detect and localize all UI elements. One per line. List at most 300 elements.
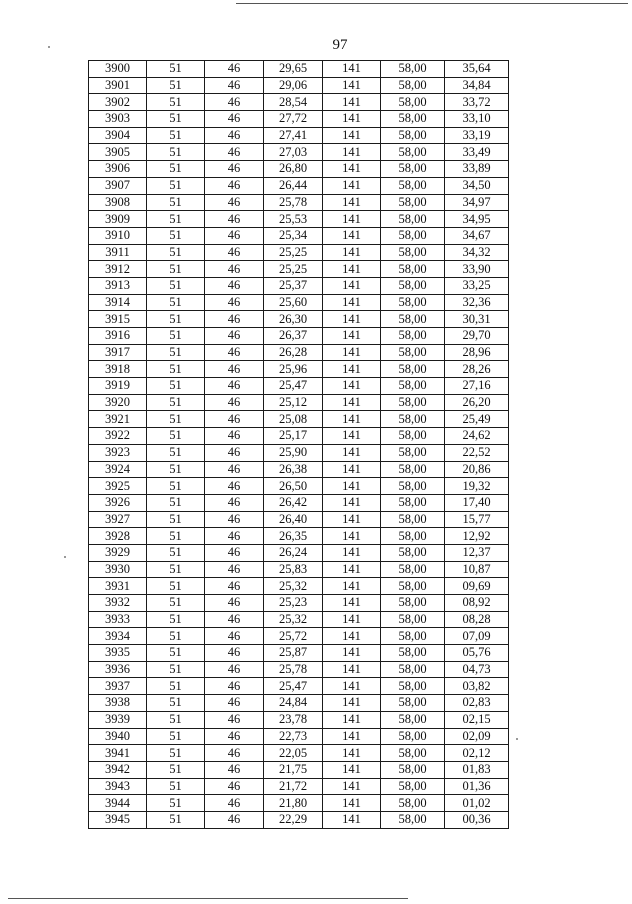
table-cell: 46 (205, 745, 264, 762)
table-cell: 46 (205, 344, 264, 361)
table-cell: 46 (205, 361, 264, 378)
table-cell: 58,00 (381, 294, 445, 311)
table-cell: 26,30 (264, 311, 323, 328)
table-cell: 21,75 (264, 761, 323, 778)
table-cell: 25,32 (264, 578, 323, 595)
table-row (89, 328, 509, 345)
table-cell: 3943 (89, 778, 147, 795)
table-cell: 58,00 (381, 94, 445, 111)
table-row (89, 411, 509, 428)
table-cell: 51 (147, 528, 205, 545)
table-cell: 26,38 (264, 461, 323, 478)
page-number: 97 (332, 37, 348, 53)
table-cell: 22,29 (264, 811, 323, 828)
table-cell: 3909 (89, 211, 147, 228)
table-cell: 46 (205, 628, 264, 645)
table-cell: 58,00 (381, 144, 445, 161)
table-cell: 51 (147, 194, 205, 211)
table-cell: 46 (205, 494, 264, 511)
table-cell: 3927 (89, 511, 147, 528)
table-cell: 58,00 (381, 161, 445, 178)
table-cell: 10,87 (445, 561, 509, 578)
table-cell: 58,00 (381, 745, 445, 762)
table-cell: 27,16 (445, 378, 509, 395)
table-cell: 58,00 (381, 194, 445, 211)
table-cell: 24,84 (264, 695, 323, 712)
table-cell: 25,32 (264, 611, 323, 628)
table-cell: 33,72 (445, 94, 509, 111)
table-cell: 08,92 (445, 595, 509, 612)
table-cell: 3940 (89, 728, 147, 745)
table-cell: 46 (205, 795, 264, 812)
table-cell: 51 (147, 428, 205, 445)
table-cell: 3925 (89, 478, 147, 495)
table-row (89, 528, 509, 545)
table-cell: 141 (323, 511, 381, 528)
table-cell: 51 (147, 578, 205, 595)
table-cell: 51 (147, 61, 205, 78)
table-cell: 51 (147, 478, 205, 495)
table-cell: 141 (323, 578, 381, 595)
table-cell: 25,37 (264, 277, 323, 294)
table-cell: 33,25 (445, 277, 509, 294)
table-row (89, 361, 509, 378)
table-cell: 141 (323, 344, 381, 361)
table-cell: 141 (323, 194, 381, 211)
table-row (89, 761, 509, 778)
table-cell: 04,73 (445, 661, 509, 678)
table-row (89, 211, 509, 228)
table-cell: 26,35 (264, 528, 323, 545)
table-cell: 46 (205, 77, 264, 94)
table-cell: 22,05 (264, 745, 323, 762)
data-table (88, 60, 509, 829)
table-cell: 3911 (89, 244, 147, 261)
table-cell: 58,00 (381, 661, 445, 678)
table-cell: 46 (205, 695, 264, 712)
table-cell: 58,00 (381, 444, 445, 461)
table-row (89, 645, 509, 662)
table-cell: 17,40 (445, 494, 509, 511)
table-cell: 3912 (89, 261, 147, 278)
table-cell: 12,92 (445, 528, 509, 545)
table-cell: 3944 (89, 795, 147, 812)
table-cell: 58,00 (381, 811, 445, 828)
table-row (89, 311, 509, 328)
table-cell: 141 (323, 394, 381, 411)
table-cell: 58,00 (381, 695, 445, 712)
table-cell: 51 (147, 211, 205, 228)
table-cell: 29,65 (264, 61, 323, 78)
table-cell: 25,12 (264, 394, 323, 411)
table-cell: 25,47 (264, 678, 323, 695)
table-cell: 141 (323, 795, 381, 812)
table-cell: 58,00 (381, 428, 445, 445)
table-cell: 33,19 (445, 127, 509, 144)
table-cell: 58,00 (381, 544, 445, 561)
table-row (89, 778, 509, 795)
table-cell: 141 (323, 461, 381, 478)
table-cell: 26,40 (264, 511, 323, 528)
table-cell: 28,26 (445, 361, 509, 378)
table-cell: 141 (323, 211, 381, 228)
table-cell: 58,00 (381, 227, 445, 244)
table-cell: 51 (147, 711, 205, 728)
table-cell: 141 (323, 411, 381, 428)
table-cell: 58,00 (381, 795, 445, 812)
table-cell: 3923 (89, 444, 147, 461)
table-cell: 46 (205, 227, 264, 244)
table-cell: 51 (147, 811, 205, 828)
table-cell: 22,52 (445, 444, 509, 461)
table-cell: 141 (323, 728, 381, 745)
table-cell: 51 (147, 127, 205, 144)
table-cell: 32,36 (445, 294, 509, 311)
table-cell: 58,00 (381, 411, 445, 428)
table-cell: 22,73 (264, 728, 323, 745)
table-cell: 46 (205, 661, 264, 678)
table-row (89, 678, 509, 695)
table-cell: 46 (205, 511, 264, 528)
table-cell: 58,00 (381, 628, 445, 645)
table-cell: 141 (323, 811, 381, 828)
table-cell: 3928 (89, 528, 147, 545)
table-cell: 34,95 (445, 211, 509, 228)
table-cell: 141 (323, 444, 381, 461)
table-cell: 51 (147, 444, 205, 461)
table-cell: 26,28 (264, 344, 323, 361)
table-row (89, 695, 509, 712)
table-cell: 141 (323, 661, 381, 678)
table-cell: 3933 (89, 611, 147, 628)
table-cell: 3930 (89, 561, 147, 578)
table-cell: 3931 (89, 578, 147, 595)
table-cell: 25,83 (264, 561, 323, 578)
table-cell: 46 (205, 678, 264, 695)
table-cell: 58,00 (381, 211, 445, 228)
table-cell: 25,96 (264, 361, 323, 378)
table-cell: 3902 (89, 94, 147, 111)
table-cell: 3938 (89, 695, 147, 712)
table-cell: 141 (323, 595, 381, 612)
table-cell: 58,00 (381, 61, 445, 78)
scan-speck (516, 738, 518, 740)
table-row (89, 578, 509, 595)
table-cell: 46 (205, 294, 264, 311)
table-cell: 09,69 (445, 578, 509, 595)
table-cell: 3942 (89, 761, 147, 778)
table-cell: 25,60 (264, 294, 323, 311)
table-cell: 46 (205, 778, 264, 795)
top-scan-rule (236, 3, 628, 4)
table-cell: 58,00 (381, 394, 445, 411)
table-cell: 58,00 (381, 177, 445, 194)
table-row (89, 77, 509, 94)
table-cell: 51 (147, 745, 205, 762)
table-cell: 46 (205, 645, 264, 662)
table-cell: 02,12 (445, 745, 509, 762)
table-cell: 46 (205, 595, 264, 612)
table-cell: 46 (205, 411, 264, 428)
table-row (89, 277, 509, 294)
table-cell: 29,06 (264, 77, 323, 94)
table-cell: 46 (205, 277, 264, 294)
table-cell: 51 (147, 261, 205, 278)
table-cell: 58,00 (381, 511, 445, 528)
table-cell: 30,31 (445, 311, 509, 328)
table-cell: 34,50 (445, 177, 509, 194)
table-cell: 51 (147, 328, 205, 345)
table-cell: 58,00 (381, 595, 445, 612)
table-cell: 58,00 (381, 77, 445, 94)
table-cell: 46 (205, 428, 264, 445)
table-cell: 58,00 (381, 311, 445, 328)
table-cell: 141 (323, 645, 381, 662)
table-cell: 46 (205, 328, 264, 345)
table-cell: 46 (205, 394, 264, 411)
table-cell: 25,25 (264, 244, 323, 261)
table-cell: 141 (323, 227, 381, 244)
table-cell: 26,44 (264, 177, 323, 194)
table-row (89, 661, 509, 678)
table-cell: 3905 (89, 144, 147, 161)
table-cell: 00,36 (445, 811, 509, 828)
table-cell: 141 (323, 628, 381, 645)
table-cell: 26,80 (264, 161, 323, 178)
table-row (89, 294, 509, 311)
table-cell: 3939 (89, 711, 147, 728)
table-cell: 51 (147, 544, 205, 561)
table-row (89, 611, 509, 628)
table-row (89, 261, 509, 278)
table-cell: 51 (147, 378, 205, 395)
table-cell: 46 (205, 194, 264, 211)
table-cell: 27,72 (264, 111, 323, 128)
table-cell: 46 (205, 311, 264, 328)
table-cell: 58,00 (381, 528, 445, 545)
table-cell: 25,90 (264, 444, 323, 461)
table-cell: 141 (323, 144, 381, 161)
table-cell: 46 (205, 244, 264, 261)
table-cell: 46 (205, 811, 264, 828)
table-cell: 51 (147, 628, 205, 645)
table-row (89, 177, 509, 194)
table-cell: 58,00 (381, 261, 445, 278)
table-row (89, 344, 509, 361)
table-cell: 3917 (89, 344, 147, 361)
table-cell: 21,72 (264, 778, 323, 795)
table-cell: 3904 (89, 127, 147, 144)
scan-speck (64, 556, 66, 558)
table-cell: 141 (323, 294, 381, 311)
table-cell: 3920 (89, 394, 147, 411)
table-cell: 51 (147, 244, 205, 261)
table-cell: 51 (147, 611, 205, 628)
table-cell: 25,78 (264, 661, 323, 678)
table-cell: 58,00 (381, 127, 445, 144)
table-cell: 3924 (89, 461, 147, 478)
table-cell: 25,78 (264, 194, 323, 211)
table-cell: 51 (147, 661, 205, 678)
table-cell: 25,23 (264, 595, 323, 612)
table-cell: 51 (147, 94, 205, 111)
table-cell: 58,00 (381, 244, 445, 261)
table-cell: 3903 (89, 111, 147, 128)
table-row (89, 111, 509, 128)
table-cell: 51 (147, 227, 205, 244)
table-cell: 46 (205, 127, 264, 144)
table-cell: 46 (205, 378, 264, 395)
table-cell: 51 (147, 277, 205, 294)
table-cell: 141 (323, 261, 381, 278)
table-cell: 51 (147, 795, 205, 812)
table-cell: 141 (323, 177, 381, 194)
table-cell: 25,34 (264, 227, 323, 244)
table-cell: 58,00 (381, 328, 445, 345)
table-cell: 35,64 (445, 61, 509, 78)
table-cell: 141 (323, 161, 381, 178)
table-body (89, 61, 509, 829)
table-cell: 141 (323, 111, 381, 128)
table-cell: 28,96 (445, 344, 509, 361)
table-cell: 3908 (89, 194, 147, 211)
table-cell: 3936 (89, 661, 147, 678)
table-cell: 26,20 (445, 394, 509, 411)
table-cell: 3932 (89, 595, 147, 612)
table-cell: 51 (147, 645, 205, 662)
table-cell: 24,62 (445, 428, 509, 445)
table-cell: 3922 (89, 428, 147, 445)
table-row (89, 444, 509, 461)
table-cell: 58,00 (381, 678, 445, 695)
table-cell: 141 (323, 711, 381, 728)
table-cell: 58,00 (381, 778, 445, 795)
table-cell: 46 (205, 611, 264, 628)
table-cell: 51 (147, 77, 205, 94)
table-row (89, 811, 509, 828)
table-cell: 33,49 (445, 144, 509, 161)
table-cell: 03,82 (445, 678, 509, 695)
table-cell: 46 (205, 461, 264, 478)
table-cell: 58,00 (381, 277, 445, 294)
table-cell: 58,00 (381, 561, 445, 578)
table-cell: 51 (147, 461, 205, 478)
table-row (89, 378, 509, 395)
table-cell: 46 (205, 578, 264, 595)
table-row (89, 544, 509, 561)
table-cell: 46 (205, 478, 264, 495)
table-row (89, 494, 509, 511)
table-row (89, 561, 509, 578)
table-cell: 02,15 (445, 711, 509, 728)
table-cell: 26,42 (264, 494, 323, 511)
table-cell: 05,76 (445, 645, 509, 662)
table-cell: 51 (147, 595, 205, 612)
table-cell: 3919 (89, 378, 147, 395)
table-cell: 25,17 (264, 428, 323, 445)
table-cell: 46 (205, 261, 264, 278)
table-cell: 51 (147, 294, 205, 311)
table-cell: 58,00 (381, 478, 445, 495)
table-cell: 51 (147, 394, 205, 411)
table-cell: 3934 (89, 628, 147, 645)
table-cell: 25,72 (264, 628, 323, 645)
table-cell: 34,97 (445, 194, 509, 211)
table-row (89, 194, 509, 211)
table-cell: 3906 (89, 161, 147, 178)
table-cell: 01,36 (445, 778, 509, 795)
table-cell: 33,89 (445, 161, 509, 178)
table-cell: 51 (147, 511, 205, 528)
table-cell: 46 (205, 94, 264, 111)
table-cell: 3918 (89, 361, 147, 378)
table-row (89, 628, 509, 645)
table-cell: 07,09 (445, 628, 509, 645)
table-cell: 51 (147, 728, 205, 745)
table-cell: 27,03 (264, 144, 323, 161)
table-row (89, 244, 509, 261)
table-cell: 51 (147, 144, 205, 161)
table-cell: 141 (323, 528, 381, 545)
table-row (89, 461, 509, 478)
table-cell: 01,83 (445, 761, 509, 778)
table-cell: 29,70 (445, 328, 509, 345)
table-cell: 46 (205, 61, 264, 78)
table-cell: 46 (205, 528, 264, 545)
table-cell: 46 (205, 711, 264, 728)
table-cell: 3926 (89, 494, 147, 511)
table-cell: 3937 (89, 678, 147, 695)
table-cell: 23,78 (264, 711, 323, 728)
table-cell: 58,00 (381, 645, 445, 662)
table-cell: 20,86 (445, 461, 509, 478)
table-cell: 141 (323, 328, 381, 345)
table-cell: 08,28 (445, 611, 509, 628)
table-cell: 46 (205, 728, 264, 745)
table-row (89, 144, 509, 161)
table-cell: 58,00 (381, 578, 445, 595)
table-cell: 141 (323, 494, 381, 511)
table-cell: 12,37 (445, 544, 509, 561)
table-cell: 141 (323, 361, 381, 378)
table-row (89, 478, 509, 495)
table-cell: 51 (147, 161, 205, 178)
table-cell: 51 (147, 111, 205, 128)
table-cell: 26,24 (264, 544, 323, 561)
table-cell: 51 (147, 761, 205, 778)
table-cell: 51 (147, 678, 205, 695)
table-cell: 58,00 (381, 111, 445, 128)
table-row (89, 161, 509, 178)
table-row (89, 595, 509, 612)
table-cell: 141 (323, 745, 381, 762)
table-cell: 58,00 (381, 461, 445, 478)
table-row (89, 394, 509, 411)
table-cell: 3900 (89, 61, 147, 78)
table-cell: 26,50 (264, 478, 323, 495)
table-cell: 58,00 (381, 344, 445, 361)
table-row (89, 127, 509, 144)
table-cell: 141 (323, 478, 381, 495)
table-cell: 25,53 (264, 211, 323, 228)
table-cell: 51 (147, 344, 205, 361)
table-cell: 141 (323, 544, 381, 561)
table-cell: 58,00 (381, 494, 445, 511)
table-cell: 01,02 (445, 795, 509, 812)
table-cell: 141 (323, 94, 381, 111)
table-row (89, 61, 509, 78)
table-cell: 34,84 (445, 77, 509, 94)
